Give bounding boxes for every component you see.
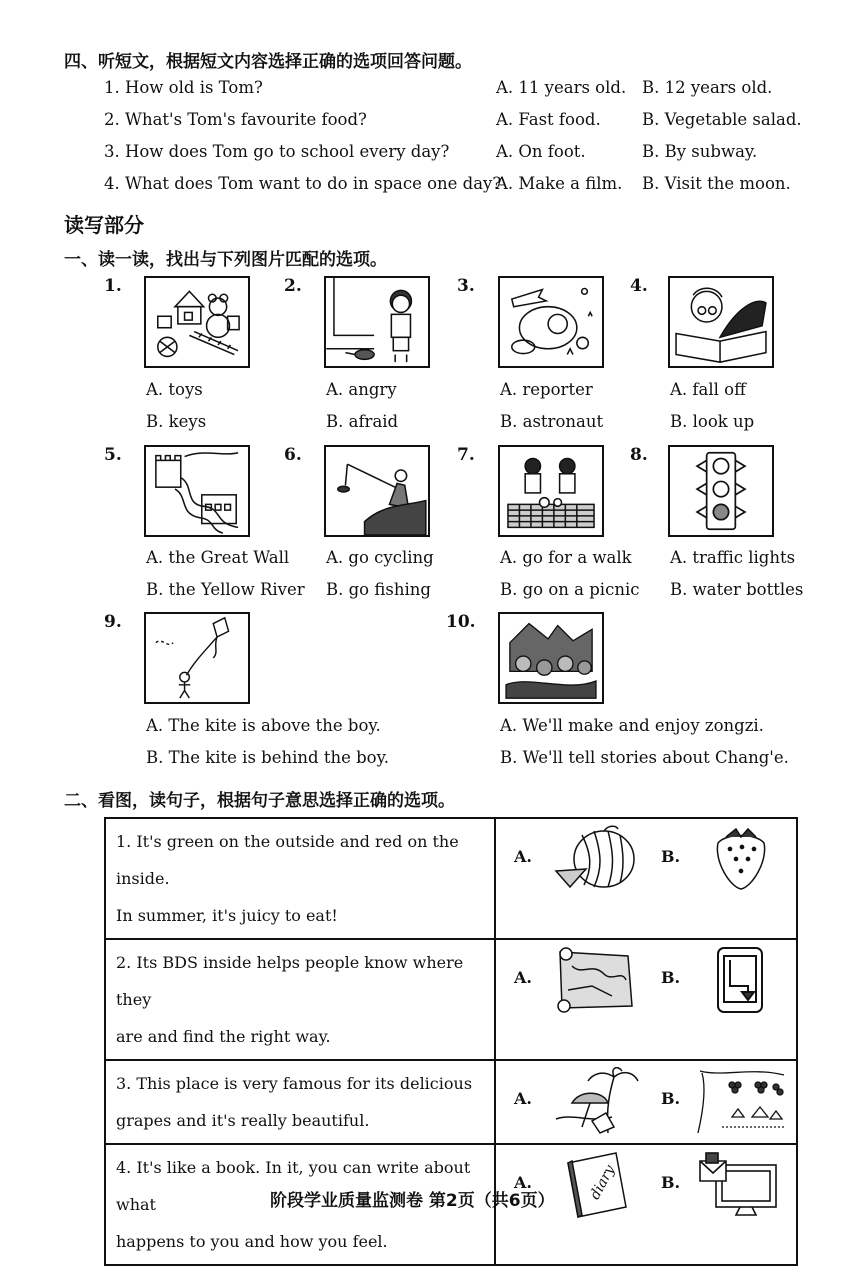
listening-heading: 四、听短文，根据短文内容选择正确的选项回答问题。 — [64, 52, 472, 72]
beach-icon — [552, 1067, 642, 1135]
astronaut-picture — [498, 276, 604, 368]
option-cell — [495, 939, 797, 1060]
item-number: 4. — [630, 276, 648, 296]
question-line: 1. It's green on the outside and red on the inside. — [116, 832, 459, 888]
strawberry-icon — [696, 825, 786, 893]
item-option-a: A. angry — [326, 380, 397, 399]
question-line: 3. This place is very famous for its delicious — [116, 1074, 473, 1093]
question-line: happens to you and how you feel. — [116, 1232, 388, 1251]
item-number: 6. — [284, 445, 302, 465]
part2-heading: 二、看图，读句子，根据句子意思选择正确的选项。 — [64, 791, 455, 811]
question-text — [105, 1060, 495, 1144]
option-a-label: A. — [514, 1173, 532, 1192]
listening-option-4b: B. Visit the moon. — [642, 174, 791, 193]
question-line: In summer, it's juicy to eat! — [116, 906, 338, 925]
item-number: 9. — [104, 612, 122, 632]
toys-picture — [144, 276, 250, 368]
item-option-b: B. afraid — [326, 412, 399, 431]
section-title: 读写部分 — [64, 213, 144, 237]
item-option-a: A. traffic lights — [670, 548, 796, 567]
item-option-b: B. We'll tell stories about Chang'e. — [500, 748, 789, 767]
item-option-a: A. toys — [146, 380, 203, 399]
item-number: 2. — [284, 276, 302, 296]
paper-map-icon — [552, 946, 642, 1014]
listening-question-2: 2. What's Tom's favourite food? — [104, 110, 367, 129]
item-option-b: B. go fishing — [326, 580, 431, 599]
diary-icon — [552, 1151, 642, 1219]
option-cell — [495, 1060, 797, 1144]
email-computer-icon — [696, 1151, 786, 1219]
look-up-dictionary-picture — [668, 276, 774, 368]
item-number: 1. — [104, 276, 122, 296]
item-option-a: A. go for a walk — [500, 548, 632, 567]
item-option-b: B. The kite is behind the boy. — [146, 748, 389, 767]
option-b-label: B. — [661, 1089, 681, 1108]
listening-option-2b: B. Vegetable salad. — [642, 110, 802, 129]
item-option-b: B. look up — [670, 412, 755, 431]
fishing-picture — [324, 445, 430, 537]
table-row — [105, 818, 797, 939]
listening-option-2a: A. Fast food. — [496, 110, 601, 129]
traffic-lights-picture — [668, 445, 774, 537]
phone-navigation-icon — [696, 946, 786, 1014]
listening-question-3: 3. How does Tom go to school every day? — [104, 142, 450, 161]
picnic-picture — [498, 445, 604, 537]
part1-heading: 一、读一读，找出与下列图片匹配的选项。 — [64, 250, 387, 270]
item-option-b: B. go on a picnic — [500, 580, 640, 599]
listening-option-1a: A. 11 years old. — [496, 78, 627, 97]
option-a-label: A. — [514, 1089, 532, 1108]
grape-village-icon — [692, 1067, 788, 1135]
item-option-b: B. keys — [146, 412, 207, 431]
listening-option-3a: A. On foot. — [496, 142, 586, 161]
listening-option-3b: B. By subway. — [642, 142, 758, 161]
item-number: 5. — [104, 445, 122, 465]
item-number: 10. — [446, 612, 476, 632]
listening-option-1b: B. 12 years old. — [642, 78, 773, 97]
great-wall-picture — [144, 445, 250, 537]
option-a-label: A. — [514, 847, 532, 866]
item-option-a: A. The kite is above the boy. — [146, 716, 381, 735]
listening-option-4a: A. Make a film. — [496, 174, 623, 193]
question-text — [105, 818, 495, 939]
item-option-b: B. the Yellow River — [146, 580, 305, 599]
listening-question-1: 1. How old is Tom? — [104, 78, 263, 97]
option-b-label: B. — [661, 1173, 681, 1192]
question-line: grapes and it's really beautiful. — [116, 1111, 370, 1130]
table-row — [105, 1060, 797, 1144]
option-a-label: A. — [514, 968, 532, 987]
festival-picture — [498, 612, 604, 704]
item-number: 8. — [630, 445, 648, 465]
item-option-b: B. astronaut — [500, 412, 604, 431]
watermelon-icon — [552, 825, 642, 893]
question-text — [105, 939, 495, 1060]
item-option-a: A. fall off — [670, 380, 746, 399]
question-line: 2. Its BDS inside helps people know where they — [116, 953, 464, 1009]
item-option-a: A. We'll make and enjoy zongzi. — [500, 716, 764, 735]
afraid-boy-picture — [324, 276, 430, 368]
question-line: are and find the right way. — [116, 1027, 331, 1046]
item-option-a: A. the Great Wall — [146, 548, 290, 567]
question-line: 4. It's like a book. In it, you can write about what — [116, 1158, 471, 1214]
item-option-a: A. reporter — [500, 380, 593, 399]
item-number: 7. — [457, 445, 475, 465]
page-footer: 阶段学业质量监测卷 第2页（共6页） — [270, 1191, 555, 1211]
option-cell — [495, 818, 797, 939]
option-b-label: B. — [661, 847, 681, 866]
item-option-b: B. water bottles — [670, 580, 804, 599]
table-row — [105, 939, 797, 1060]
item-option-a: A. go cycling — [326, 548, 434, 567]
option-b-label: B. — [661, 968, 681, 987]
listening-question-4: 4. What does Tom want to do in space one day? — [104, 174, 502, 193]
kite-picture — [144, 612, 250, 704]
diary-cover-text: diary — [587, 1162, 619, 1203]
item-number: 3. — [457, 276, 475, 296]
